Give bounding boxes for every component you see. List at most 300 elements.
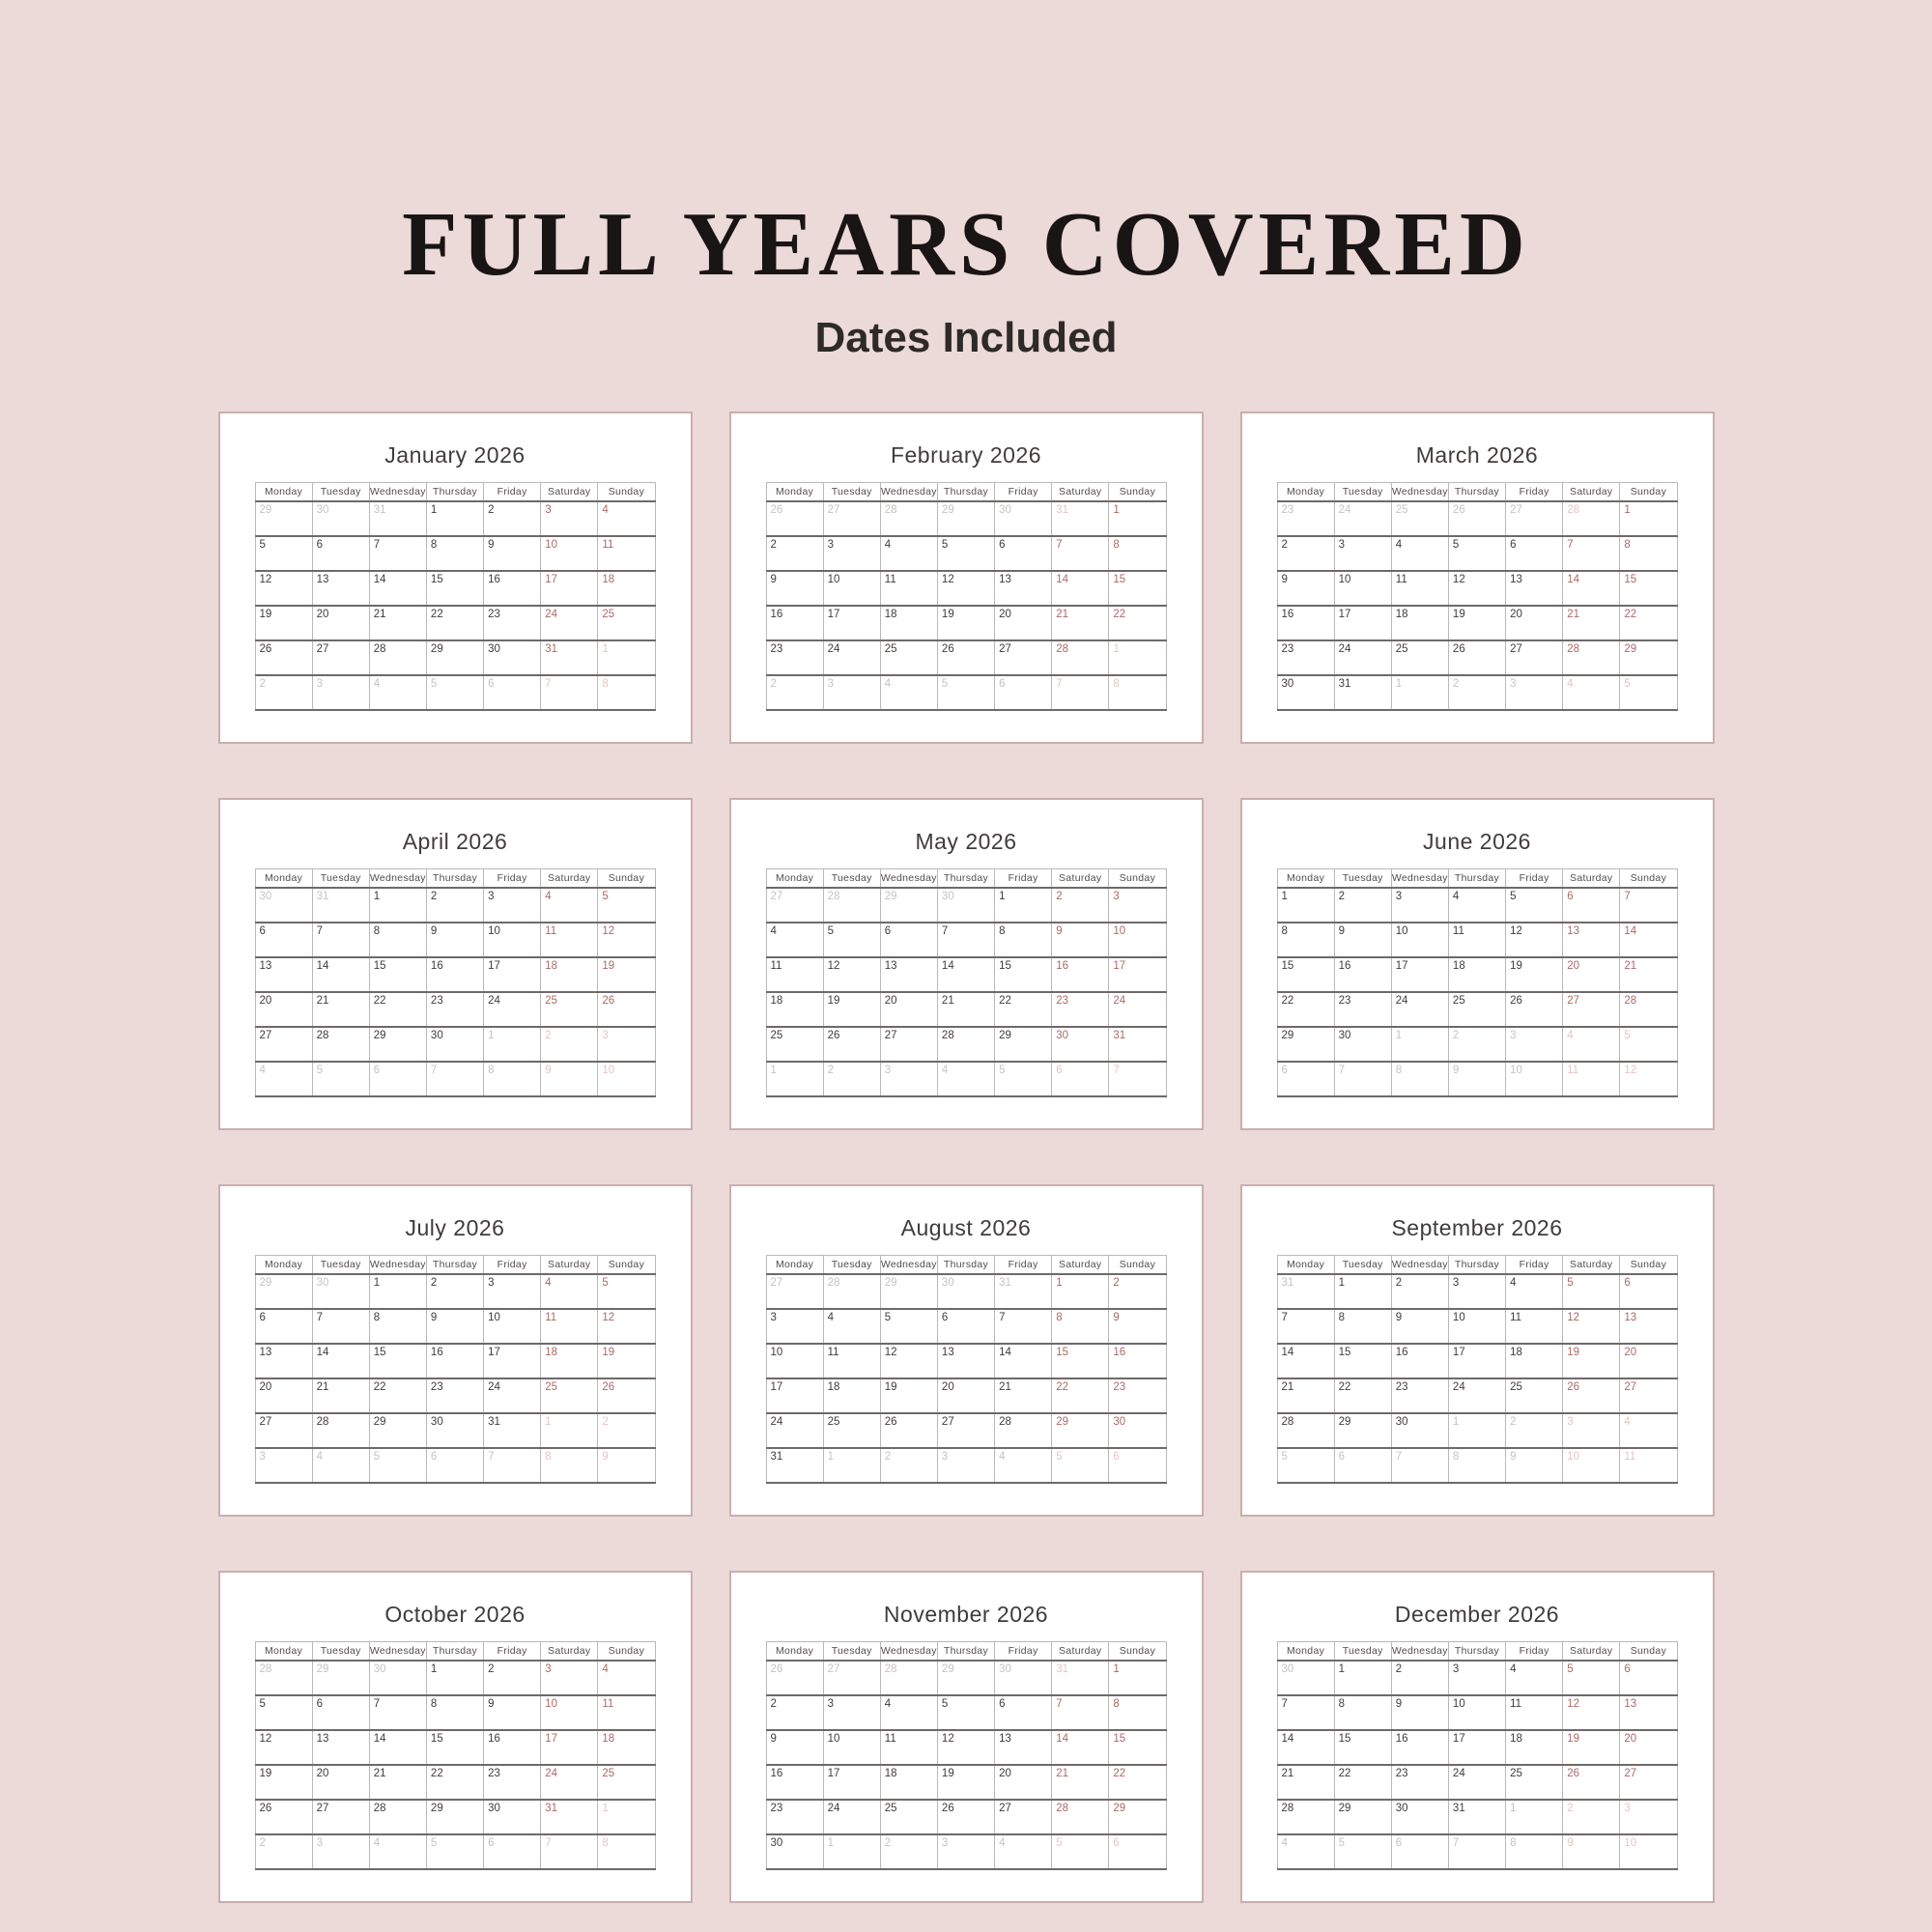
- date-cell: 1: [426, 1661, 483, 1695]
- date-cell: 3: [1506, 675, 1563, 710]
- date-cell: 6: [937, 1309, 994, 1344]
- date-cell: 4: [995, 1448, 1052, 1483]
- date-cell: 21: [312, 992, 369, 1027]
- date-cell: 14: [312, 1344, 369, 1378]
- month-table: [255, 1255, 656, 1484]
- date-cell: 15: [1334, 1730, 1391, 1765]
- date-cell: 13: [1506, 571, 1563, 606]
- date-cell: 15: [1277, 957, 1334, 992]
- date-cell: 8: [1109, 675, 1166, 710]
- weekday-header: Monday: [766, 869, 823, 888]
- date-cell: 20: [937, 1378, 994, 1413]
- date-cell: 25: [823, 1413, 880, 1448]
- month-card-october: [218, 1571, 693, 1903]
- week-row: [1277, 923, 1677, 957]
- date-cell: 19: [937, 1765, 994, 1800]
- date-cell: 1: [823, 1834, 880, 1869]
- date-cell: 10: [541, 1695, 598, 1730]
- date-cell: 6: [995, 1695, 1052, 1730]
- date-cell: 9: [1391, 1695, 1448, 1730]
- weekday-header: Wednesday: [880, 483, 937, 501]
- weekday-header: Saturday: [1052, 1256, 1109, 1274]
- date-cell: 14: [369, 571, 426, 606]
- date-cell: 9: [1277, 571, 1334, 606]
- date-cell: 5: [1620, 675, 1677, 710]
- date-cell: 2: [1277, 536, 1334, 571]
- weekday-header: Monday: [255, 1256, 312, 1274]
- week-row: [255, 640, 655, 675]
- date-cell: 29: [255, 501, 312, 536]
- date-cell: 6: [484, 675, 541, 710]
- weekday-header: Tuesday: [823, 483, 880, 501]
- weekday-header: Tuesday: [1334, 869, 1391, 888]
- date-cell: 29: [937, 1661, 994, 1695]
- month-card-may: [729, 798, 1204, 1130]
- date-cell: 23: [426, 992, 483, 1027]
- date-cell: 18: [880, 606, 937, 640]
- date-cell: 4: [541, 1274, 598, 1309]
- date-cell: 6: [1109, 1448, 1166, 1483]
- date-cell: 19: [255, 606, 312, 640]
- weekday-header: Wednesday: [880, 869, 937, 888]
- date-cell: 16: [1391, 1344, 1448, 1378]
- date-cell: 10: [766, 1344, 823, 1378]
- date-cell: 7: [426, 1062, 483, 1096]
- month-table: [766, 482, 1167, 711]
- date-cell: 26: [1448, 501, 1505, 536]
- date-cell: 12: [598, 923, 655, 957]
- date-cell: 11: [823, 1344, 880, 1378]
- week-row: [255, 992, 655, 1027]
- date-cell: 30: [1109, 1413, 1166, 1448]
- date-cell: 6: [1391, 1834, 1448, 1869]
- date-cell: 7: [312, 923, 369, 957]
- date-cell: 11: [1448, 923, 1505, 957]
- date-cell: 1: [766, 1062, 823, 1096]
- date-cell: 21: [1563, 606, 1620, 640]
- date-cell: 6: [1277, 1062, 1334, 1096]
- date-cell: 1: [369, 888, 426, 923]
- month-card-december: [1240, 1571, 1715, 1903]
- date-cell: 6: [255, 923, 312, 957]
- weekday-header: Friday: [484, 1642, 541, 1661]
- date-cell: 4: [541, 888, 598, 923]
- weekday-header: Sunday: [1109, 483, 1166, 501]
- date-cell: 21: [369, 1765, 426, 1800]
- date-cell: 6: [1052, 1062, 1109, 1096]
- date-cell: 25: [880, 1800, 937, 1834]
- date-cell: 5: [937, 536, 994, 571]
- date-cell: 30: [312, 501, 369, 536]
- week-row: [766, 1344, 1166, 1378]
- date-cell: 4: [312, 1448, 369, 1483]
- date-cell: 29: [1052, 1413, 1109, 1448]
- date-cell: 17: [541, 571, 598, 606]
- date-cell: 27: [1563, 992, 1620, 1027]
- month-title: January 2026: [384, 442, 526, 468]
- date-cell: 22: [1109, 606, 1166, 640]
- date-cell: 11: [1563, 1062, 1620, 1096]
- date-cell: 16: [1334, 957, 1391, 992]
- date-cell: 27: [937, 1413, 994, 1448]
- date-cell: 29: [1334, 1800, 1391, 1834]
- date-cell: 4: [1506, 1274, 1563, 1309]
- date-cell: 27: [312, 1800, 369, 1834]
- weekday-header: Friday: [995, 483, 1052, 501]
- date-cell: 11: [1391, 571, 1448, 606]
- date-cell: 3: [312, 675, 369, 710]
- weekday-header: Friday: [1506, 869, 1563, 888]
- date-cell: 12: [937, 571, 994, 606]
- date-cell: 12: [880, 1344, 937, 1378]
- date-cell: 26: [598, 1378, 655, 1413]
- month-title: March 2026: [1415, 442, 1539, 468]
- date-cell: 2: [1563, 1800, 1620, 1834]
- date-cell: 4: [369, 675, 426, 710]
- date-cell: 4: [1620, 1413, 1677, 1448]
- weekday-header: Wednesday: [369, 1642, 426, 1661]
- date-cell: 6: [1620, 1661, 1677, 1695]
- date-cell: 30: [484, 1800, 541, 1834]
- date-cell: 8: [1277, 923, 1334, 957]
- weekday-header: Tuesday: [823, 869, 880, 888]
- weekday-header: Monday: [255, 483, 312, 501]
- date-cell: 5: [1620, 1027, 1677, 1062]
- date-cell: 20: [255, 992, 312, 1027]
- date-cell: 1: [484, 1027, 541, 1062]
- weekday-header: Tuesday: [1334, 1256, 1391, 1274]
- date-cell: 20: [312, 1765, 369, 1800]
- date-cell: 3: [1109, 888, 1166, 923]
- date-cell: 27: [823, 1661, 880, 1695]
- week-row: [255, 1027, 655, 1062]
- date-cell: 2: [426, 888, 483, 923]
- date-cell: 30: [937, 1274, 994, 1309]
- date-cell: 10: [1109, 923, 1166, 957]
- date-cell: 9: [1506, 1448, 1563, 1483]
- date-cell: 5: [1052, 1834, 1109, 1869]
- date-cell: 5: [880, 1309, 937, 1344]
- week-row: [255, 571, 655, 606]
- date-cell: 26: [1448, 640, 1505, 675]
- date-cell: 7: [1334, 1062, 1391, 1096]
- weekday-header: Thursday: [426, 869, 483, 888]
- date-cell: 1: [1391, 675, 1448, 710]
- date-cell: 30: [426, 1027, 483, 1062]
- weekday-header: Saturday: [1563, 1642, 1620, 1661]
- week-row: [1277, 1062, 1677, 1096]
- date-cell: 31: [484, 1413, 541, 1448]
- date-cell: 30: [369, 1661, 426, 1695]
- weekday-header: Monday: [1277, 483, 1334, 501]
- date-cell: 1: [995, 888, 1052, 923]
- date-cell: 26: [598, 992, 655, 1027]
- date-cell: 10: [598, 1062, 655, 1096]
- date-cell: 30: [1277, 675, 1334, 710]
- date-cell: 28: [880, 1661, 937, 1695]
- date-cell: 24: [1391, 992, 1448, 1027]
- weekday-header: Friday: [1506, 483, 1563, 501]
- date-cell: 26: [1506, 992, 1563, 1027]
- date-cell: 25: [541, 992, 598, 1027]
- date-cell: 2: [484, 501, 541, 536]
- month-table: [1277, 1641, 1678, 1870]
- date-cell: 24: [1448, 1765, 1505, 1800]
- date-cell: 8: [541, 1448, 598, 1483]
- month-title: October 2026: [384, 1602, 526, 1627]
- date-cell: 12: [255, 1730, 312, 1765]
- date-cell: 3: [937, 1834, 994, 1869]
- date-cell: 24: [766, 1413, 823, 1448]
- date-cell: 18: [1448, 957, 1505, 992]
- weekday-header: Friday: [484, 483, 541, 501]
- weekday-header: Tuesday: [823, 1642, 880, 1661]
- date-cell: 1: [1391, 1027, 1448, 1062]
- date-cell: 1: [1334, 1274, 1391, 1309]
- date-cell: 23: [484, 1765, 541, 1800]
- date-cell: 4: [598, 501, 655, 536]
- weekday-header: Thursday: [937, 1642, 994, 1661]
- date-cell: 3: [1506, 1027, 1563, 1062]
- date-cell: 5: [598, 1274, 655, 1309]
- date-cell: 5: [255, 1695, 312, 1730]
- date-cell: 7: [541, 675, 598, 710]
- date-cell: 13: [255, 1344, 312, 1378]
- date-cell: 27: [255, 1413, 312, 1448]
- date-cell: 10: [484, 1309, 541, 1344]
- date-cell: 7: [1620, 888, 1677, 923]
- date-cell: 4: [937, 1062, 994, 1096]
- date-cell: 28: [823, 1274, 880, 1309]
- date-cell: 1: [1109, 640, 1166, 675]
- date-cell: 28: [880, 501, 937, 536]
- date-cell: 16: [1109, 1344, 1166, 1378]
- date-cell: 4: [995, 1834, 1052, 1869]
- weekday-header: Saturday: [1052, 483, 1109, 501]
- date-cell: 24: [541, 606, 598, 640]
- date-cell: 14: [1620, 923, 1677, 957]
- date-cell: 2: [766, 536, 823, 571]
- date-cell: 26: [1563, 1765, 1620, 1800]
- weekday-header: Sunday: [1109, 1642, 1166, 1661]
- date-cell: 20: [995, 606, 1052, 640]
- date-cell: 23: [766, 1800, 823, 1834]
- month-table: [766, 1255, 1167, 1484]
- date-cell: 21: [1052, 1765, 1109, 1800]
- week-row: [1277, 1834, 1677, 1869]
- month-card-june: [1240, 798, 1715, 1130]
- weekday-header: Wednesday: [369, 869, 426, 888]
- weekday-header: Friday: [1506, 1642, 1563, 1661]
- week-row: [766, 1695, 1166, 1730]
- date-cell: 31: [541, 640, 598, 675]
- date-cell: 11: [1506, 1695, 1563, 1730]
- weekday-header: Saturday: [541, 869, 598, 888]
- weekday-header: Friday: [995, 869, 1052, 888]
- date-cell: 9: [598, 1448, 655, 1483]
- date-cell: 10: [1563, 1448, 1620, 1483]
- date-cell: 2: [1391, 1661, 1448, 1695]
- date-cell: 7: [369, 536, 426, 571]
- date-cell: 1: [1448, 1413, 1505, 1448]
- date-cell: 28: [1563, 501, 1620, 536]
- month-table: [255, 1641, 656, 1870]
- date-cell: 30: [1052, 1027, 1109, 1062]
- month-table: [255, 868, 656, 1097]
- date-cell: 7: [1052, 675, 1109, 710]
- date-cell: 9: [1052, 923, 1109, 957]
- date-cell: 21: [312, 1378, 369, 1413]
- date-cell: 9: [484, 1695, 541, 1730]
- week-row: [1277, 1027, 1677, 1062]
- weekday-header: Saturday: [541, 1256, 598, 1274]
- week-row: [766, 1448, 1166, 1483]
- date-cell: 31: [312, 888, 369, 923]
- date-cell: 28: [312, 1413, 369, 1448]
- date-cell: 16: [1277, 606, 1334, 640]
- date-cell: 11: [880, 571, 937, 606]
- date-cell: 1: [369, 1274, 426, 1309]
- page-title: FULL YEARS COVERED: [402, 194, 1530, 295]
- date-cell: 23: [1391, 1378, 1448, 1413]
- date-cell: 27: [1506, 501, 1563, 536]
- date-cell: 27: [766, 1274, 823, 1309]
- date-cell: 22: [1334, 1378, 1391, 1413]
- week-row: [1277, 1800, 1677, 1834]
- date-cell: 2: [426, 1274, 483, 1309]
- date-cell: 18: [766, 992, 823, 1027]
- weekday-header: Thursday: [937, 869, 994, 888]
- date-cell: 3: [823, 536, 880, 571]
- week-row: [255, 606, 655, 640]
- weekday-header: Thursday: [1448, 1642, 1505, 1661]
- month-table: [1277, 1255, 1678, 1484]
- date-cell: 17: [766, 1378, 823, 1413]
- date-cell: 10: [541, 536, 598, 571]
- month-table: [1277, 868, 1678, 1097]
- date-cell: 3: [1391, 888, 1448, 923]
- week-row: [766, 606, 1166, 640]
- date-cell: 27: [823, 501, 880, 536]
- week-row: [255, 1800, 655, 1834]
- date-cell: 6: [312, 536, 369, 571]
- date-cell: 5: [995, 1062, 1052, 1096]
- date-cell: 9: [1334, 923, 1391, 957]
- date-cell: 17: [1109, 957, 1166, 992]
- date-cell: 8: [369, 923, 426, 957]
- month-title: December 2026: [1394, 1602, 1560, 1627]
- date-cell: 30: [426, 1413, 483, 1448]
- date-cell: 29: [1334, 1413, 1391, 1448]
- date-cell: 20: [880, 992, 937, 1027]
- date-cell: 25: [598, 606, 655, 640]
- date-cell: 23: [1391, 1765, 1448, 1800]
- week-row: [766, 1661, 1166, 1695]
- date-cell: 4: [880, 536, 937, 571]
- week-row: [1277, 1344, 1677, 1378]
- date-cell: 30: [995, 501, 1052, 536]
- date-cell: 9: [766, 1730, 823, 1765]
- date-cell: 31: [1052, 501, 1109, 536]
- date-cell: 7: [1109, 1062, 1166, 1096]
- date-cell: 12: [1506, 923, 1563, 957]
- date-cell: 3: [880, 1062, 937, 1096]
- date-cell: 23: [766, 640, 823, 675]
- calendar-grid: [0, 412, 1932, 1903]
- date-cell: 15: [995, 957, 1052, 992]
- date-cell: 18: [1506, 1344, 1563, 1378]
- date-cell: 15: [1620, 571, 1677, 606]
- date-cell: 19: [255, 1765, 312, 1800]
- date-cell: 1: [1109, 1661, 1166, 1695]
- week-row: [255, 1765, 655, 1800]
- date-cell: 2: [766, 675, 823, 710]
- date-cell: 11: [766, 957, 823, 992]
- date-cell: 25: [541, 1378, 598, 1413]
- date-cell: 4: [1506, 1661, 1563, 1695]
- date-cell: 5: [598, 888, 655, 923]
- week-row: [255, 1413, 655, 1448]
- date-cell: 14: [1052, 1730, 1109, 1765]
- date-cell: 9: [541, 1062, 598, 1096]
- date-cell: 30: [1334, 1027, 1391, 1062]
- date-cell: 18: [598, 1730, 655, 1765]
- date-cell: 4: [823, 1309, 880, 1344]
- date-cell: 5: [1277, 1448, 1334, 1483]
- date-cell: 4: [1277, 1834, 1334, 1869]
- date-cell: 23: [426, 1378, 483, 1413]
- date-cell: 26: [1563, 1378, 1620, 1413]
- date-cell: 1: [1334, 1661, 1391, 1695]
- month-table: [766, 1641, 1167, 1870]
- date-cell: 28: [1563, 640, 1620, 675]
- date-cell: 1: [1620, 501, 1677, 536]
- date-cell: 1: [426, 501, 483, 536]
- date-cell: 30: [995, 1661, 1052, 1695]
- date-cell: 7: [484, 1448, 541, 1483]
- week-row: [766, 888, 1166, 923]
- weekday-header: Monday: [1277, 1256, 1334, 1274]
- weekday-header: Thursday: [1448, 869, 1505, 888]
- date-cell: 12: [1563, 1309, 1620, 1344]
- date-cell: 5: [369, 1448, 426, 1483]
- date-cell: 28: [369, 1800, 426, 1834]
- date-cell: 4: [880, 1695, 937, 1730]
- week-row: [1277, 888, 1677, 923]
- date-cell: 8: [426, 536, 483, 571]
- date-cell: 3: [1448, 1274, 1505, 1309]
- date-cell: 27: [1506, 640, 1563, 675]
- date-cell: 2: [880, 1834, 937, 1869]
- date-cell: 8: [598, 675, 655, 710]
- date-cell: 6: [484, 1834, 541, 1869]
- date-cell: 30: [484, 640, 541, 675]
- date-cell: 29: [255, 1274, 312, 1309]
- date-cell: 27: [1620, 1378, 1677, 1413]
- date-cell: 7: [937, 923, 994, 957]
- month-card-november: [729, 1571, 1204, 1903]
- date-cell: 9: [484, 536, 541, 571]
- date-cell: 10: [1334, 571, 1391, 606]
- date-cell: 15: [1109, 571, 1166, 606]
- date-cell: 6: [1620, 1274, 1677, 1309]
- date-cell: 5: [426, 1834, 483, 1869]
- date-cell: 6: [995, 536, 1052, 571]
- weekday-header: Tuesday: [1334, 483, 1391, 501]
- date-cell: 29: [937, 501, 994, 536]
- date-cell: 14: [1277, 1344, 1334, 1378]
- weekday-header: Sunday: [1109, 869, 1166, 888]
